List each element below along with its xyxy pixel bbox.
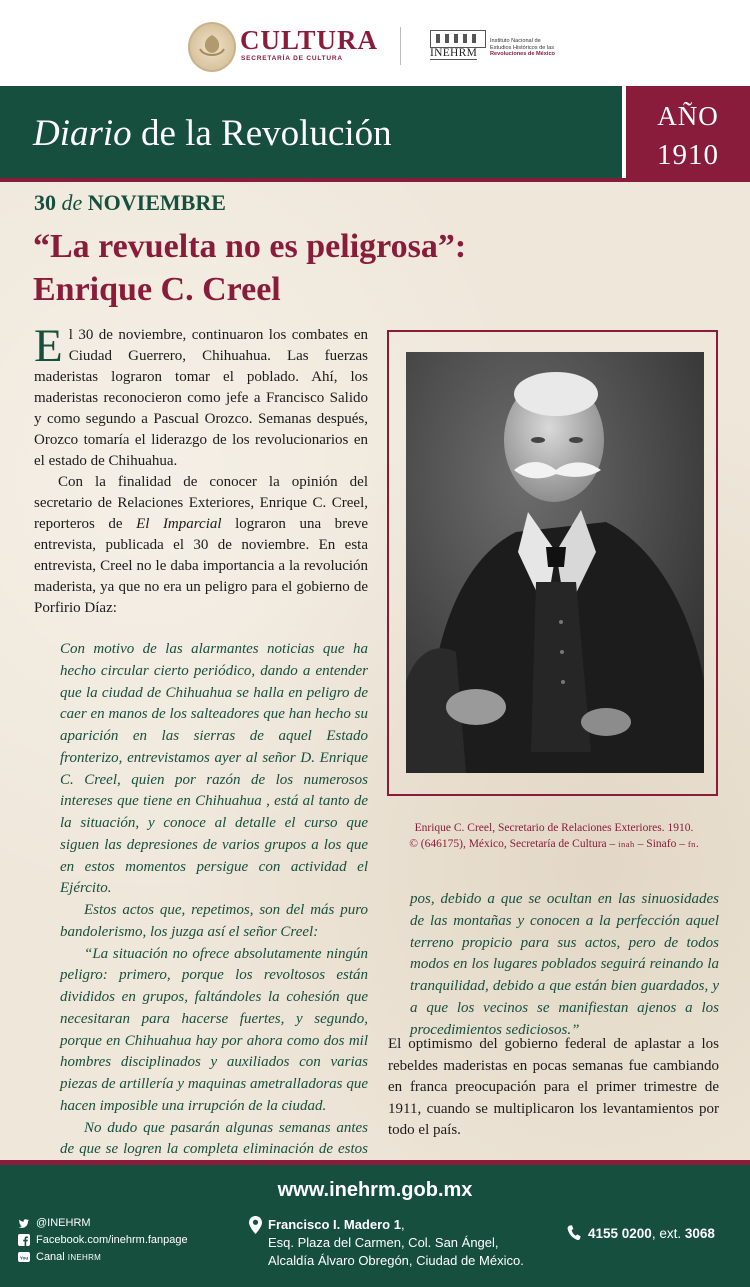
article-title-line: “La revuelta no es peligrosa”:: [33, 228, 467, 265]
youtube-channel: INEHRM: [67, 1253, 102, 1262]
address-line: Esq. Plaza del Carmen, Col. San Ángel,: [268, 1235, 499, 1250]
paragraph: [34, 472, 368, 619]
svg-text:You: You: [19, 1255, 29, 1261]
header-title-rest: de la Revolución: [131, 113, 392, 154]
youtube-link[interactable]: [18, 1250, 101, 1265]
year-label: AÑO: [657, 101, 719, 131]
drop-cap: E: [34, 320, 63, 372]
article-title-line: Enrique C. Creel: [33, 271, 281, 308]
caption-inah: inah: [618, 839, 635, 849]
portrait-photo: [406, 352, 704, 773]
caption-part: – Sinafo –: [634, 838, 688, 850]
header-title-italic: Diario: [33, 113, 132, 154]
paragraph-text: El optimismo del gobierno federal de aplastar a los rebeldes maderistas en pocas semanas fue cambiando en franca preocupación para el primer trimestre de 1911, cuando se multiplicaron los levantamientos por todo el país.: [388, 1036, 719, 1138]
phone-ext: 3068: [684, 1226, 715, 1241]
facebook-link[interactable]: [18, 1233, 188, 1247]
header-title: [33, 112, 392, 156]
caption-fn: fn: [687, 839, 696, 849]
mexico-seal-icon: [188, 22, 236, 72]
address-comma: ,: [400, 1217, 405, 1232]
website-link[interactable]: www.inehrm.gob.mx: [277, 1179, 473, 1201]
twitter-link[interactable]: [18, 1216, 91, 1230]
location-pin-icon: [249, 1216, 262, 1239]
paragraph-text: l 30 de noviembre, continuaron los combates en Ciudad Guerrero, Chihuahua. Las fuerzas maderistas lograron tomar el poblado. Ahí, los maderistas reconocieron como jefe a Francisco Salido y como segundo a Pascual Orozco. Semanas después, Orozco tomaría el liderazgo de los revolucionarios en el estado de Chihuahua.: [34, 327, 368, 469]
youtube-label: Canal: [36, 1251, 68, 1263]
date-day: 30: [34, 190, 56, 215]
facebook-url: Facebook.com/inehrm.fanpage: [36, 1234, 188, 1246]
phone-number: [588, 1225, 715, 1243]
photo-caption: [390, 820, 718, 852]
phone-main: 4155 0200: [588, 1226, 652, 1241]
inehrm-fullname: [490, 38, 580, 58]
quote-paragraph: No dudo que pasarán algunas semanas antes de que se logren la completa eliminación de estos: [60, 1119, 368, 1158]
inehrm-line: Estudios Históricos de las: [490, 44, 555, 51]
paragraph-text: Con la finalidad de conocer la opinión del secretario de Relaciones Exteriores, Enrique C. Creel, reporteros de: [34, 474, 368, 532]
twitter-handle: @INEHRM: [36, 1217, 91, 1229]
inehrm-building-icon: [430, 30, 486, 48]
quote-block: [60, 639, 368, 1183]
quote-paragraph: Con motivo de las alarmantes noticias que ha hecho circular cierto periódico, dando a entender que la ciudad de Chihuahua se halla en peligro de caer en manos de los salteadores que han hecho su aparición en las sierras de aquel Estado fronterizo, entrevistamos ayer al señor D. Enrique C. Creel, quien por razón de los numerosos intereses que tiene en Chihuahua , está al tanto de la situación, y conoce al detalle el curso que siguen las depresiones de varios grupos a los que en estos momentos persigue con actividad el Ejército.: [60, 641, 368, 897]
article-date: [34, 190, 226, 216]
newspaper-name: El Imparcial: [136, 516, 222, 532]
logo-divider: [400, 27, 401, 65]
inehrm-line: Revoluciones de México: [490, 51, 555, 58]
paragraph-text: lograron una breve entrevista, publicada el 30 de noviembre. En esta entrevista, Creel no le daba importancia a la revolución maderista, ya que no era un peligro para el gobierno de Porfirio Díaz:: [34, 516, 368, 616]
address: [268, 1216, 524, 1270]
quote-paragraph: Estos actos que, repetimos, son del más puro bandolerismo, los juzga así el señor Creel:: [60, 902, 368, 940]
quote-paragraph: pos, debido a que se ocultan en las sinuosidades de las montañas y conocen a la perfección aquel terreno propicio para sus actos, pero de todos modos en los lugares poblados seguirá reinando la tranquilidad, debido a que están bien guardados, y a que los vecinos se manifiestan ajenos a los procedimientos sediciosos.”: [410, 891, 719, 1038]
inehrm-logo: INEHRM: [430, 47, 478, 59]
phone-icon: [567, 1225, 581, 1246]
address-line: Alcaldía Álvaro Obregón, Ciudad de México.: [268, 1253, 524, 1268]
date-de: de: [61, 190, 83, 215]
caption-credit: [390, 836, 718, 852]
cultura-logo: CULTURA: [240, 25, 379, 55]
inehrm-line: Instituto Nacional de: [490, 38, 541, 44]
twitter-icon: [18, 1217, 30, 1229]
caption-line: Enrique C. Creel, Secretario de Relaciones Exteriores. 1910.: [414, 822, 694, 834]
date-month: NOVIEMBRE: [87, 190, 226, 215]
quote-continuation: [410, 889, 719, 1041]
youtube-icon: [18, 1251, 30, 1263]
caption-part: .: [695, 838, 699, 850]
year-value: 1910: [657, 139, 719, 171]
facebook-icon: [18, 1234, 30, 1246]
body-column-left: [34, 320, 368, 619]
closing-paragraph: [388, 1034, 719, 1142]
quote-paragraph: “La situación no ofrece absolutamente ningún peligro: primero, porque los revoltosos están divididos en grupos, faltándoles la cohesión que necesitaran para hacerse fuertes, y segundo, porque en Chihuahua hay por ahora como dos mil hombres disciplinados y auxiliados con varias piezas de artillería y maquinas ametralladoras que hacen imposible una irrupción de la ciudad.: [60, 945, 368, 1114]
article-title: [33, 225, 593, 311]
phone-ext-label: , ext.: [651, 1226, 685, 1241]
cultura-subtitle: SECRETARÍA DE CULTURA: [241, 55, 343, 62]
paragraph: [34, 320, 368, 472]
address-street: Francisco I. Madero 1: [268, 1217, 401, 1232]
caption-part: © (646175), México, Secretaría de Cultura –: [409, 838, 619, 850]
